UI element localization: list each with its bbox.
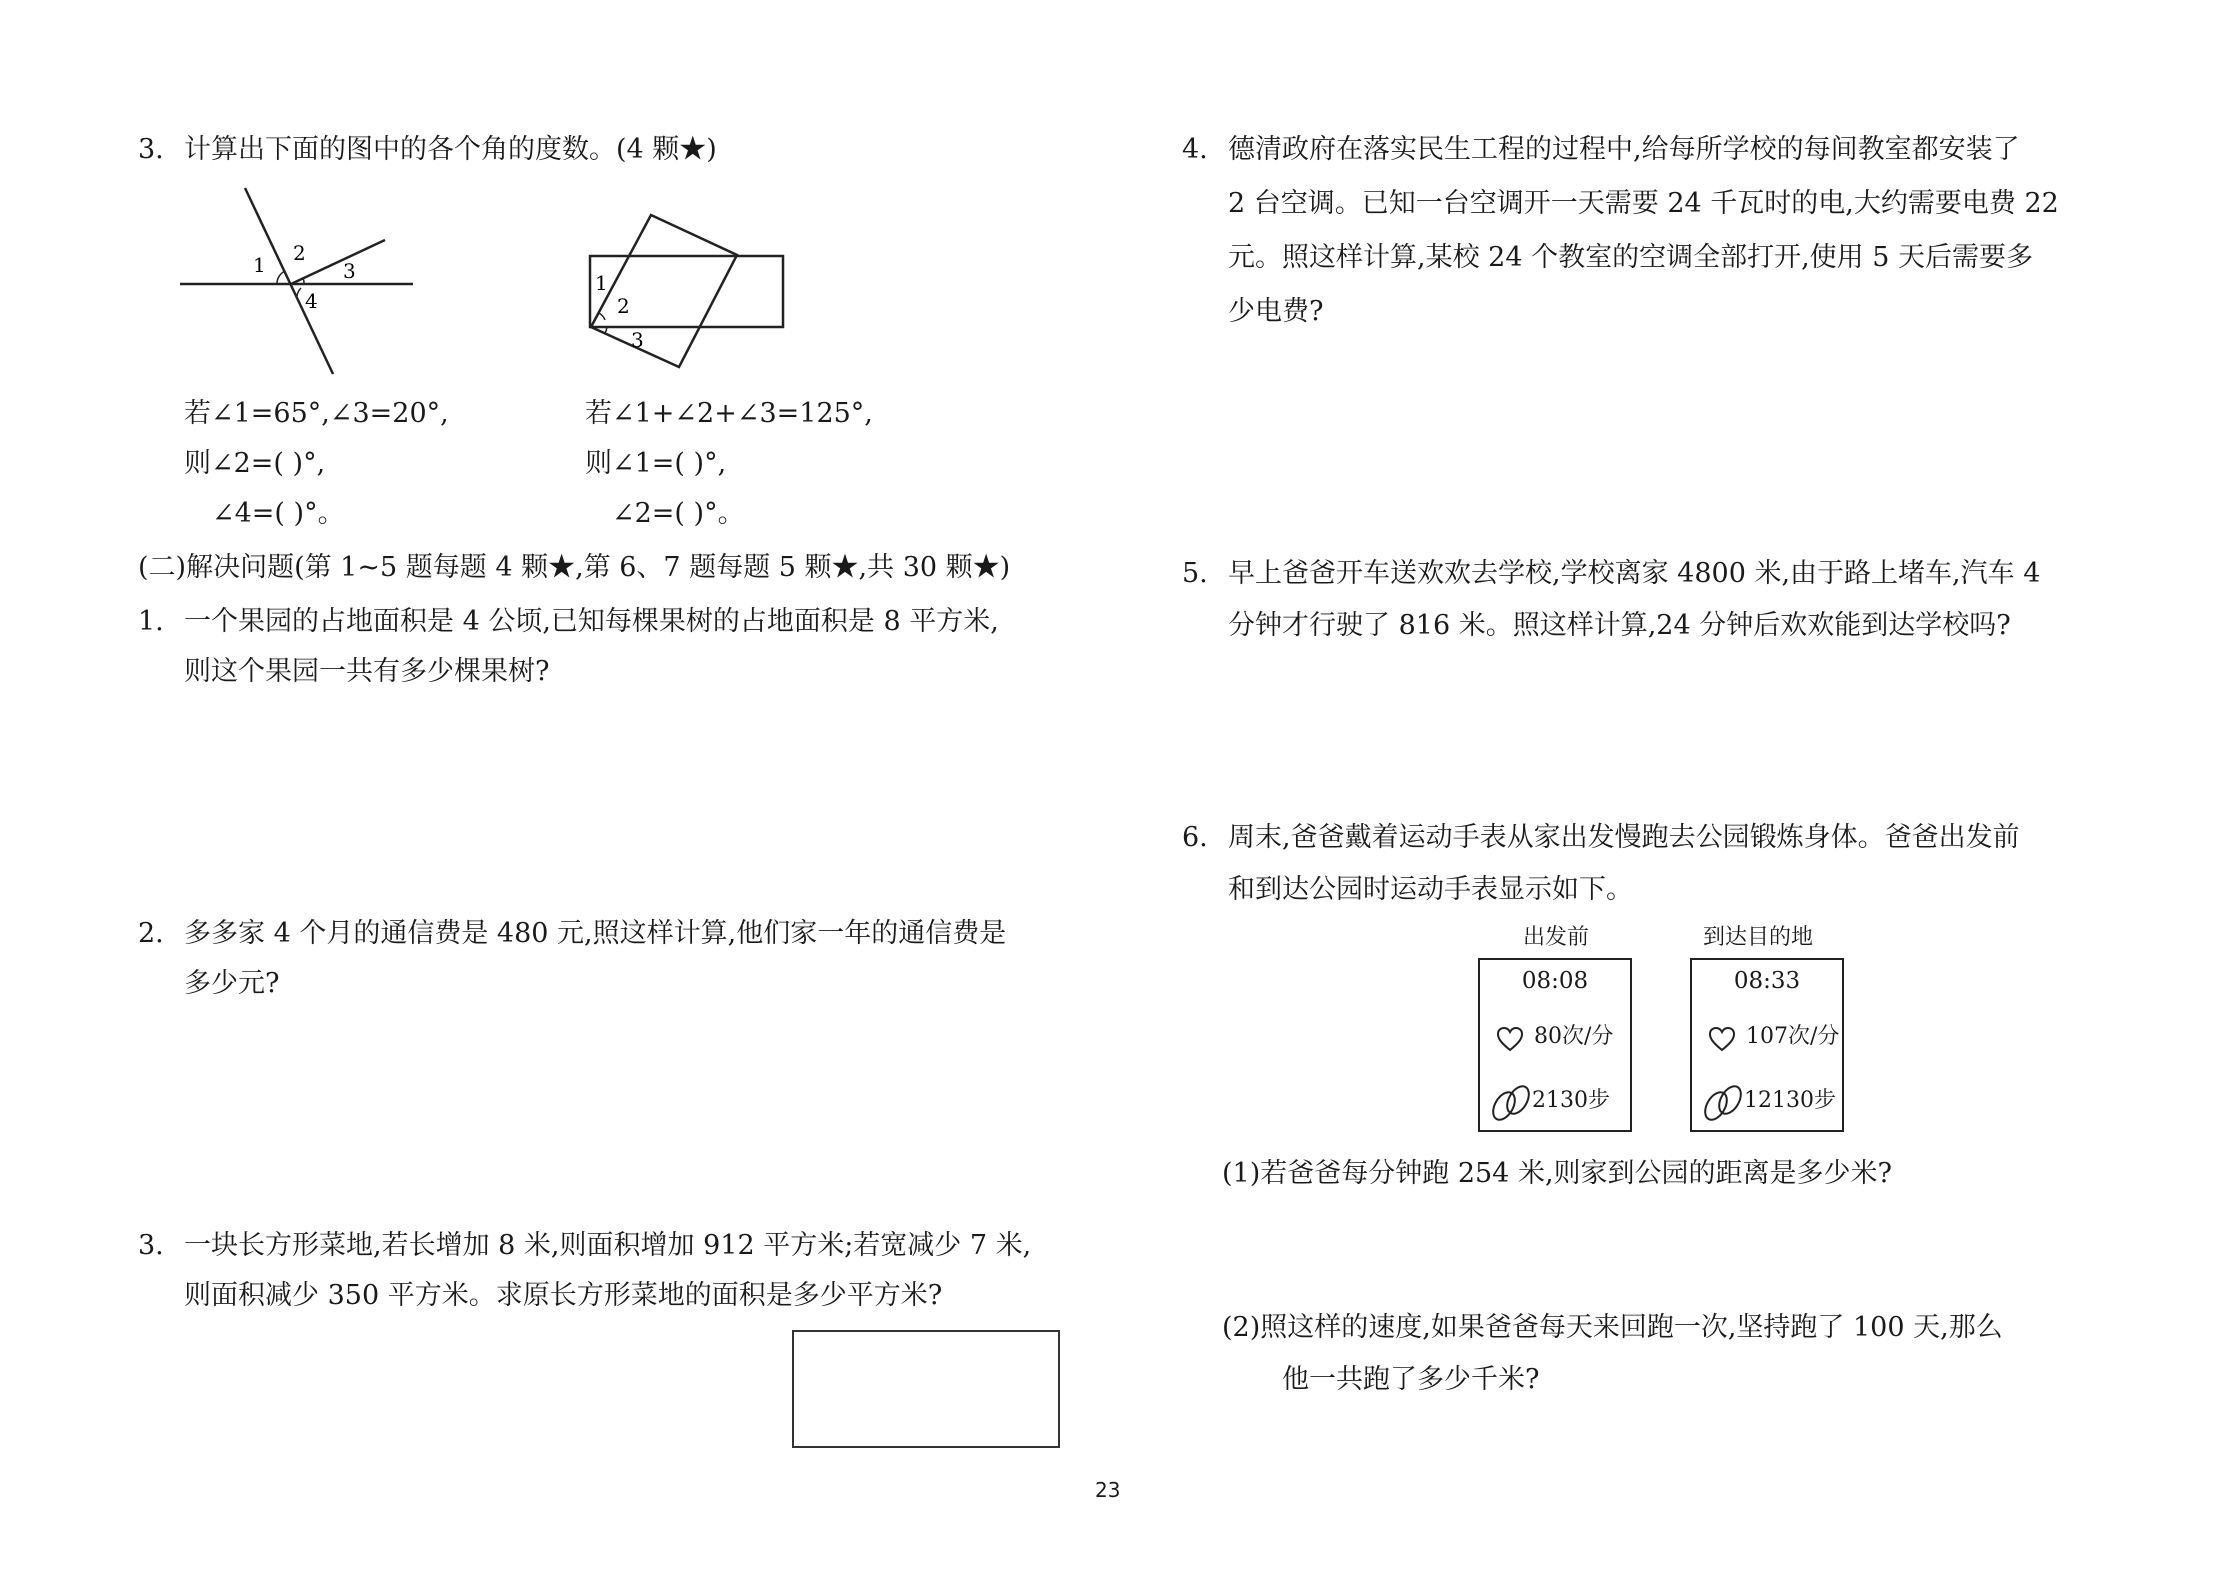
p4-line1: 德清政府在落实民生工程的过程中,给每所学校的每间教室都安装了	[1228, 134, 2020, 165]
p6-sub1: (1)若爸爸每分钟跑 254 米,则家到公园的距离是多少米?	[1222, 1158, 1893, 1189]
heart-icon	[1708, 1026, 1736, 1052]
p6-line1: 周末,爸爸戴着运动手表从家出发慢跑去公园锻炼身体。爸爸出发前	[1228, 822, 2020, 853]
page-number: 23	[1095, 1478, 1121, 1502]
p6-sub2-line2: 他一共跑了多少千米?	[1282, 1364, 1540, 1395]
angle-figure-1	[175, 180, 425, 380]
p4-line4: 少电费?	[1228, 296, 1324, 327]
p5-number: 5.	[1182, 558, 1208, 589]
p4-line2: 2 台空调。已知一台空调开一天需要 24 千瓦时的电,大约需要电费 22	[1228, 188, 2059, 219]
p1-line1: 一个果园的占地面积是 4 公顷,已知每棵果树的占地面积是 8 平方米,	[184, 606, 999, 637]
cond1-line3: ∠4=( )°。	[212, 498, 345, 529]
p3-number: 3.	[138, 1230, 164, 1261]
fig1-label-2: 2	[293, 241, 306, 265]
section-heading: (二)解决问题(第 1~5 题每题 4 颗★,第 6、7 题每题 5 颗★,共 30 颗★)	[138, 552, 1011, 583]
watch1-display	[1478, 958, 1632, 1132]
p3-line2: 则面积减少 350 平方米。求原长方形菜地的面积是多少平方米?	[184, 1280, 943, 1311]
cond2-line3: ∠2=( )°。	[612, 498, 745, 529]
watch2-steps: 12130步	[1744, 1088, 1836, 1113]
p2-line1: 多多家 4 个月的通信费是 480 元,照这样计算,他们家一年的通信费是	[184, 918, 1007, 949]
fig1-label-4: 4	[305, 289, 318, 313]
q3-text: 计算出下面的图中的各个角的度数。(4 颗★)	[184, 134, 717, 165]
p6-sub2-line1: (2)照这样的速度,如果爸爸每天来回跑一次,坚持跑了 100 天,那么	[1222, 1312, 2003, 1343]
p4-number: 4.	[1182, 134, 1208, 165]
cond2-line2: 则∠1=( )°,	[585, 448, 727, 479]
cond1-line2: 则∠2=( )°,	[184, 448, 326, 479]
fig1-label-3: 3	[343, 259, 356, 283]
watch1-label: 出发前	[1523, 925, 1590, 950]
fig2-label-3: 3	[631, 328, 644, 352]
watch2-heart-rate: 107次/分	[1746, 1024, 1840, 1049]
watch1-time: 08:08	[1521, 968, 1589, 994]
cond2-line1: 若∠1+∠2+∠3=125°,	[585, 398, 873, 429]
p2-number: 2.	[138, 918, 164, 949]
fig2-label-2: 2	[617, 294, 630, 318]
p5-line2: 分钟才行驶了 816 米。照这样计算,24 分钟后欢欢能到达学校吗?	[1228, 610, 2011, 641]
p6-line2: 和到达公园时运动手表显示如下。	[1228, 874, 1633, 905]
heart-icon	[1496, 1026, 1524, 1052]
footprint-icon	[1702, 1080, 1746, 1124]
watch2-display	[1690, 958, 1844, 1132]
watch2-time: 08:33	[1733, 968, 1801, 994]
p1-line2: 则这个果园一共有多少棵果树?	[184, 656, 550, 687]
p3-line1: 一块长方形菜地,若长增加 8 米,则面积增加 912 平方米;若宽减少 7 米,	[184, 1230, 1032, 1261]
footprint-icon	[1490, 1080, 1534, 1124]
fig2-label-1: 1	[595, 271, 608, 295]
cond1-line1: 若∠1=65°,∠3=20°,	[184, 398, 449, 429]
p5-line1: 早上爸爸开车送欢欢去学校,学校离家 4800 米,由于路上堵车,汽车 4	[1228, 558, 2041, 589]
p1-number: 1.	[138, 606, 164, 637]
vegetable-plot-rectangle	[792, 1330, 1060, 1448]
angle-figure-2	[585, 205, 795, 380]
watch1-steps: 2130步	[1532, 1088, 1610, 1113]
watch2-label: 到达目的地	[1703, 925, 1814, 950]
p2-line2: 多少元?	[184, 968, 280, 999]
p6-number: 6.	[1182, 822, 1208, 853]
p4-line3: 元。照这样计算,某校 24 个教室的空调全部打开,使用 5 天后需要多	[1228, 242, 2034, 273]
fig1-label-1: 1	[253, 253, 266, 277]
q3-number: 3.	[138, 134, 164, 165]
watch1-heart-rate: 80次/分	[1534, 1024, 1614, 1049]
